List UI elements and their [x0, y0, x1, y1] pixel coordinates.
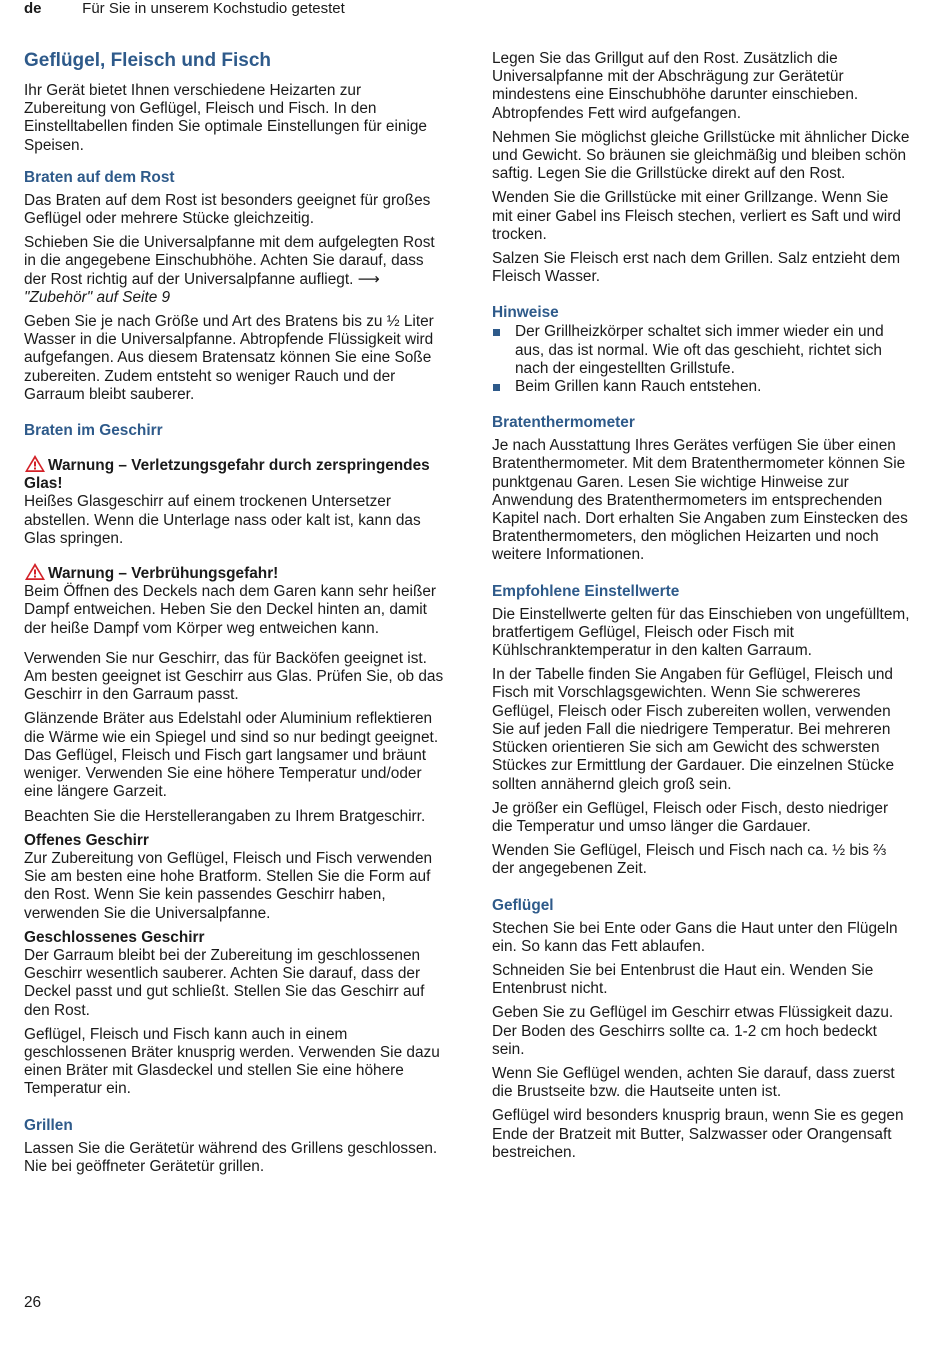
paragraph: Wenden Sie Geflügel, Fleisch und Fisch nach ca. ½ bis ⅔ der angegebenen Zeit.: [492, 842, 887, 878]
warning-title-line: [24, 454, 444, 493]
heading-bratenthermometer: Bratenthermometer: [492, 414, 635, 432]
left-column: [24, 46, 444, 1182]
paragraph: Schneiden Sie bei Entenbrust die Haut ein. Wenden Sie Entenbrust nicht.: [492, 961, 874, 998]
paragraph: Lassen Sie die Gerätetür während des Grillens geschlossen. Nie bei geöffneter Gerätetür grillen.: [24, 1139, 438, 1175]
page-header: [24, 0, 345, 22]
list-item-text: Beim Grillen kann Rauch entstehen.: [515, 378, 762, 396]
warning-triangle-icon: [24, 562, 46, 581]
paragraph: Legen Sie das Grillgut auf den Rost. Zusätzlich die Universalpfanne mit der Abschrägung zur Gerätetür mindestens eine Einschubhöhe darunter einschieben. Abtropfendes Fett wird aufgefangen.: [492, 50, 859, 122]
paragraph-with-reference: [24, 234, 444, 307]
list-item-text: Der Grillheizkörper schaltet sich immer wieder ein und aus, das ist normal. Wie oft das geschieht, richtet sich nach der eingestellten Grillstufe.: [515, 323, 884, 377]
paragraph: Salzen Sie Fleisch erst nach dem Grillen. Salz entzieht dem Fleisch Wasser.: [492, 250, 901, 286]
warning-title-line: [24, 562, 444, 583]
warning-text: Heißes Glasgeschirr auf einem trockenen Untersetzer abstellen. Wenn die Unterlage nass oder kalt ist, kann das Glas springen.: [24, 493, 421, 547]
paragraph: In der Tabelle finden Sie Angaben für Geflügel, Fleisch und Fisch mit Vorschlagsgewichten. Wenn Sie schwereres Geflügel, Fleisch oder Fisch zubereiten wollen, verwenden Sie auf jeden Fall die niedrigere Temperatur. Bei mehreren Stücken orientieren Sie sich am Gewicht des schwersten Stückes zur Ermittlung der Gardauer. Die einzelnen Stücke sollten annähernd gleich groß sein.: [492, 666, 895, 793]
paragraph: Stechen Sie bei Ente oder Gans die Haut unter den Flügeln ein. So kann das Fett ablaufen.: [492, 919, 898, 955]
arrow-icon: ⟶: [357, 270, 380, 288]
paragraph: Die Einstellwerte gelten für das Einschieben von ungefülltem, bratfertigem Geflügel, Fleisch oder Fisch mit Kühlschranktemperatur in den kalten Garraum.: [492, 605, 910, 660]
paragraph: Das Braten auf dem Rost ist besonders geeignet für großes Geflügel oder mehrere Stücke gleichzeitig.: [24, 191, 431, 228]
paragraph: Geben Sie je nach Größe und Art des Bratens bis zu ½ Liter Wasser in die Universalpfanne. Abtropfende Flüssigkeit wird aufgefangen. Aus diesem Bratensatz können Sie eine Soße zubereiten. Zudem entsteht so weniger Rauch und der Garraum bleibt sauberer.: [24, 313, 434, 403]
heading-grillen: Grillen: [24, 1116, 73, 1134]
paragraph: Geflügel wird besonders knusprig braun, wenn Sie es gegen Ende der Bratzeit mit Butter, Salzwasser oder Orangensaft bestreichen.: [492, 1107, 904, 1161]
subheading-geschlossenes-geschirr: Geschlossenes Geschirr: [24, 928, 205, 946]
paragraph: Der Garraum bleibt bei der Zubereitung im geschlossenen Geschirr wesentlich sauberer. Achten Sie darauf, dass der Deckel passt und gut schließt. Stellen Sie das Geschirr auf den Rost.: [24, 946, 425, 1019]
paragraph-text: Schieben Sie die Universalpfanne mit dem aufgelegten Rost in die angegebene Einschubhöhe. Achten Sie darauf, dass der Rost richtig auf der Universalpfanne aufliegt.: [24, 234, 435, 288]
paragraph: Geben Sie zu Geflügel im Geschirr etwas Flüssigkeit dazu. Der Boden des Geschirrs sollte ca. 1-2 cm hoch bedeckt sein.: [492, 1004, 894, 1058]
page-number: 26: [24, 1294, 42, 1311]
square-bullet-icon: [493, 384, 500, 391]
list-item: [492, 378, 912, 396]
heading-empfohlene-einstellwerte: Empfohlene Einstellwerte: [492, 582, 680, 600]
page-reference-link[interactable]: "Zubehör" auf Seite 9: [24, 288, 171, 306]
paragraph: Wenn Sie Geflügel wenden, achten Sie darauf, dass zuerst die Brustseite bzw. die Hautseite unten ist.: [492, 1064, 895, 1101]
paragraph: Je größer ein Geflügel, Fleisch oder Fisch, desto niedriger die Temperatur und umso länger die Gardauer.: [492, 799, 889, 835]
subheading-offenes-geschirr: Offenes Geschirr: [24, 831, 149, 849]
warning-title: Warnung – Verletzungsgefahr durch zerspringendes Glas!: [24, 457, 430, 493]
header-title: Für Sie in unserem Kochstudio getestet: [82, 0, 345, 17]
list-item: [492, 323, 912, 378]
paragraph: Geflügel, Fleisch und Fisch kann auch in einem geschlossenen Bräter knusprig werden. Verwenden Sie dazu einen Bräter mit Glasdeckel und stellen Sie eine höhere Temperatur ein.: [24, 1025, 440, 1098]
paragraph: Wenden Sie die Grillstücke mit einer Grillzange. Wenn Sie mit einer Gabel ins Fleisch stechen, verliert es Saft und wird trocken.: [492, 189, 901, 243]
intro-paragraph: Ihr Gerät bietet Ihnen verschiedene Heizarten zur Zubereitung von Geflügel, Fleisch und Fisch. In den Einstelltabellen finden Sie optimale Einstellungen für einige Speisen.: [24, 82, 427, 154]
heading-gefluegel: Geflügel: [492, 896, 554, 914]
notes-list: [492, 323, 912, 396]
warning-text: Beim Öffnen des Deckels nach dem Garen kann sehr heißer Dampf entweichen. Heben Sie den Deckel hinten an, damit der heiße Dampf vom Körper weg entweichen kann.: [24, 583, 437, 637]
warning-triangle-icon: [24, 454, 46, 473]
heading-braten-rost: Braten auf dem Rost: [24, 168, 175, 186]
heading-hinweise: Hinweise: [492, 304, 559, 322]
right-column: [492, 50, 912, 1168]
warning-block: [24, 562, 444, 638]
section-title: Geflügel, Fleisch und Fisch: [24, 50, 272, 71]
language-code: de: [24, 0, 42, 17]
square-bullet-icon: [493, 329, 500, 336]
paragraph: Beachten Sie die Herstellerangaben zu Ihrem Bratgeschirr.: [24, 807, 426, 825]
paragraph: Verwenden Sie nur Geschirr, das für Backöfen geeignet ist. Am besten geeignet ist Geschirr aus Glas. Prüfen Sie, ob das Geschirr in den Garraum passt.: [24, 649, 444, 704]
paragraph: Zur Zubereitung von Geflügel, Fleisch und Fisch verwenden Sie am besten eine hohe Bratform. Stellen Sie die Form auf den Rost. Wenn Sie kein passendes Geschirr haben, verwenden Sie die Universalpfanne.: [24, 849, 433, 922]
paragraph: Glänzende Bräter aus Edelstahl oder Aluminium reflektieren die Wärme wie ein Spiegel und sind so nur bedingt geeignet. Das Geflügel, Fleisch und Fisch gart langsamer und bräunt weniger. Verwenden Sie eine höhere Temperatur und/oder eine längere Garzeit.: [24, 710, 439, 801]
paragraph: Je nach Ausstattung Ihres Gerätes verfügen Sie über einen Bratenthermometer. Mit dem Bratenthermometer können Sie punktgenau Garen. Lesen Sie wichtige Hinweise zur Anwendung des Bratenthermometers im entsprechenden Kapitel nach. Dort erhalten Sie Angaben zum Einstecken des Bratenthermometers, den möglichen Heizarten und noch weitere Informationen.: [492, 437, 908, 564]
paragraph: Nehmen Sie möglichst gleiche Grillstücke mit ähnlicher Dicke und Gewicht. So bräunen sie gleichmäßig und bleiben schön saftig. Legen Sie die Grillstücke direkt auf den Rost.: [492, 128, 910, 183]
warning-block: [24, 454, 444, 548]
warning-title: Warnung – Verbrühungsgefahr!: [48, 565, 279, 583]
heading-braten-geschirr: Braten im Geschirr: [24, 422, 163, 440]
